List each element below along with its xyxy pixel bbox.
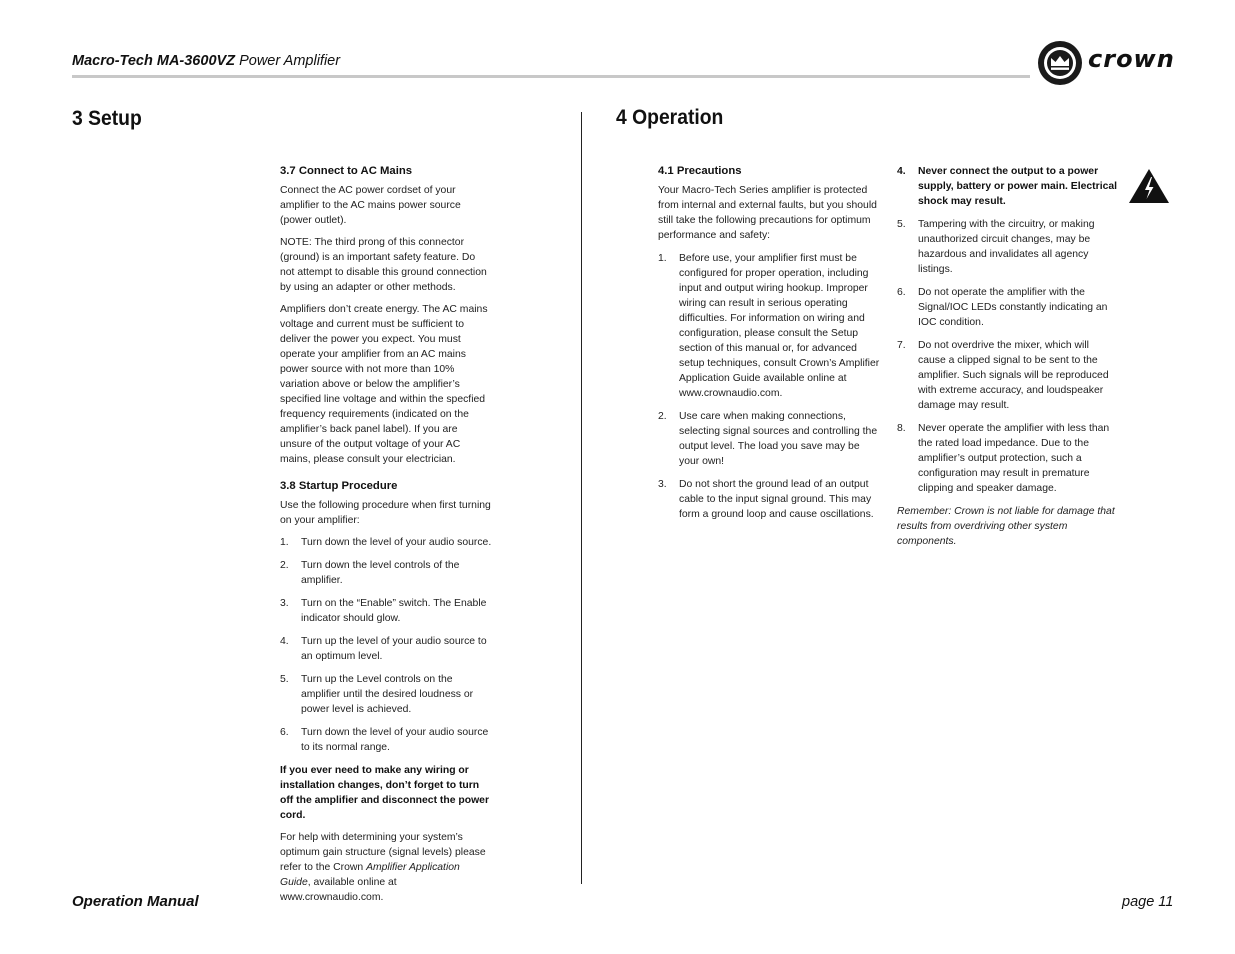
wiring-warning: If you ever need to make any wiring or installation changes, don’t forget to turn off the amplifier and disconnect the power cord.: [280, 765, 489, 821]
section-4-1-heading: 4.1 Precautions: [658, 165, 742, 177]
paragraph: NOTE: The third prong of this connector (ground) is an important safety feature. Do not attempt to disable this ground connection by using an adapter or other methods.: [280, 237, 487, 293]
list-item: [897, 338, 1119, 413]
header-product: Power Amplifier: [239, 53, 341, 69]
list-number: 5.: [897, 219, 906, 230]
setup-column: [280, 164, 492, 912]
paragraph: Amplifiers don’t create energy. The AC mains voltage and current must be sufficient to deliver the power you expect. You must operate your amplifier from an AC mains power source with not more than 10% variation above or below the amplifier’s specified line voltage and within the specfied frequency requirements (indicated on the amplifier’s back panel label). If you are unsure of the output voltage of your AC mains, please consult your electrician.: [280, 304, 488, 465]
list-item: [897, 421, 1119, 496]
list-number: 1.: [658, 253, 667, 264]
help-text: For help with determining your system’s optimum gain structure (signal levels) please refer to the Crown: [280, 832, 486, 873]
operation-title: 4 Operation: [616, 106, 724, 129]
brand-wordmark: crown: [1088, 45, 1175, 73]
header-title: [72, 53, 340, 69]
startup-steps: [280, 535, 492, 755]
list-item: [280, 535, 492, 550]
precautions-list: [658, 251, 880, 522]
list-number: 7.: [897, 340, 906, 351]
operation-column-right: [897, 164, 1119, 556]
list-item: [280, 634, 492, 664]
guide-title: Amplifier Application Guide: [280, 862, 460, 888]
list-item: [897, 285, 1119, 330]
list-text: Do not short the ground lead of an output cable to the input signal ground. This may form a ground loop and cause oscillations.: [679, 479, 874, 520]
high-voltage-warning-icon: [1128, 168, 1170, 204]
list-number: 6.: [280, 727, 289, 738]
list-number: 4.: [897, 166, 906, 177]
list-number: 1.: [280, 537, 289, 548]
list-number: 5.: [280, 674, 289, 685]
list-text: Turn down the level of your audio source.: [301, 537, 492, 548]
list-item: [658, 477, 880, 522]
footer-manual-title: Operation Manual: [72, 893, 199, 910]
list-number: 2.: [658, 411, 667, 422]
list-item: [658, 409, 880, 469]
help-paragraph: [280, 830, 492, 905]
list-item: [280, 725, 492, 755]
header-model: Macro-Tech MA-3600VZ: [72, 53, 236, 69]
precautions-list-continued: [897, 164, 1119, 496]
list-item: [658, 251, 880, 401]
header-rule: [72, 75, 1030, 78]
list-text: Tampering with the circuitry, or making unauthorized circuit changes, may be hazardous and invalidates all agency listings.: [918, 219, 1095, 275]
section-3-7-heading: 3.7 Connect to AC Mains: [280, 165, 413, 177]
list-item: [280, 672, 492, 717]
section-3-8-heading: 3.8 Startup Procedure: [280, 480, 398, 492]
operation-column-left: [658, 164, 880, 530]
list-text: Turn on the “Enable” switch. The Enable indicator should glow.: [301, 598, 487, 624]
list-item: [280, 596, 492, 626]
list-text: Before use, your amplifier first must be configured for proper operation, including input and output wiring hookup. Improper wiring can result in serious operating difficulties. For information on wiring and configuration, please consult the Setup section of this manual or, for advanced setup techniques, consult Crown’s Amplifier Application Guide available online at www.crownaudio.com.: [679, 253, 880, 399]
list-text: Use care when making connections, selecting signal sources and controlling the output level. The load you save may be your own!: [679, 411, 878, 467]
paragraph: Connect the AC power cordset of your amplifier to the AC mains power source (power outlet).: [280, 185, 461, 226]
list-text: Do not operate the amplifier with the Signal/IOC LEDs constantly indicating an IOC condition.: [918, 287, 1108, 328]
list-text: Turn up the Level controls on the amplifier until the desired loudness or power level is achieved.: [301, 674, 474, 715]
help-text-end: , available online at www.crownaudio.com.: [280, 877, 397, 903]
list-text: Turn down the level of your audio source to its normal range.: [301, 727, 489, 753]
list-number: 3.: [280, 598, 289, 609]
list-text: Never operate the amplifier with less than the rated load impedance. Due to the amplifier’s output protection, such a configuration may result in premature clipping and speaker damage.: [918, 423, 1110, 494]
list-number: 2.: [280, 560, 289, 571]
paragraph: Your Macro-Tech Series amplifier is protected from internal and external faults, but you should still take the following precautions for optimum performance and safety:: [658, 185, 877, 241]
list-number: 3.: [658, 479, 667, 490]
list-text: Never connect the output to a power supply, battery or power main. Electrical shock may result.: [918, 166, 1118, 207]
liability-note: Remember: Crown is not liable for damage that results from overdriving other system components.: [897, 506, 1115, 547]
setup-title: 3 Setup: [72, 107, 142, 130]
list-number: 8.: [897, 423, 906, 434]
crown-logo: [1036, 39, 1186, 89]
list-item: [897, 164, 1119, 209]
list-number: 6.: [897, 287, 906, 298]
list-item: [280, 558, 492, 588]
page-number: page 11: [1122, 894, 1174, 910]
crown-emblem-icon: [1036, 39, 1084, 87]
list-text: Do not overdrive the mixer, which will cause a clipped signal to be sent to the amplifier. Such signals will be reproduced with extreme accuracy, and loudspeaker damage may result.: [918, 340, 1109, 411]
list-text: Turn down the level controls of the amplifier.: [301, 560, 460, 586]
paragraph: Use the following procedure when first turning on your amplifier:: [280, 500, 491, 526]
list-text: Turn up the level of your audio source to an optimum level.: [301, 636, 487, 662]
list-item: [897, 217, 1119, 277]
list-number: 4.: [280, 636, 289, 647]
column-divider: [581, 112, 582, 884]
